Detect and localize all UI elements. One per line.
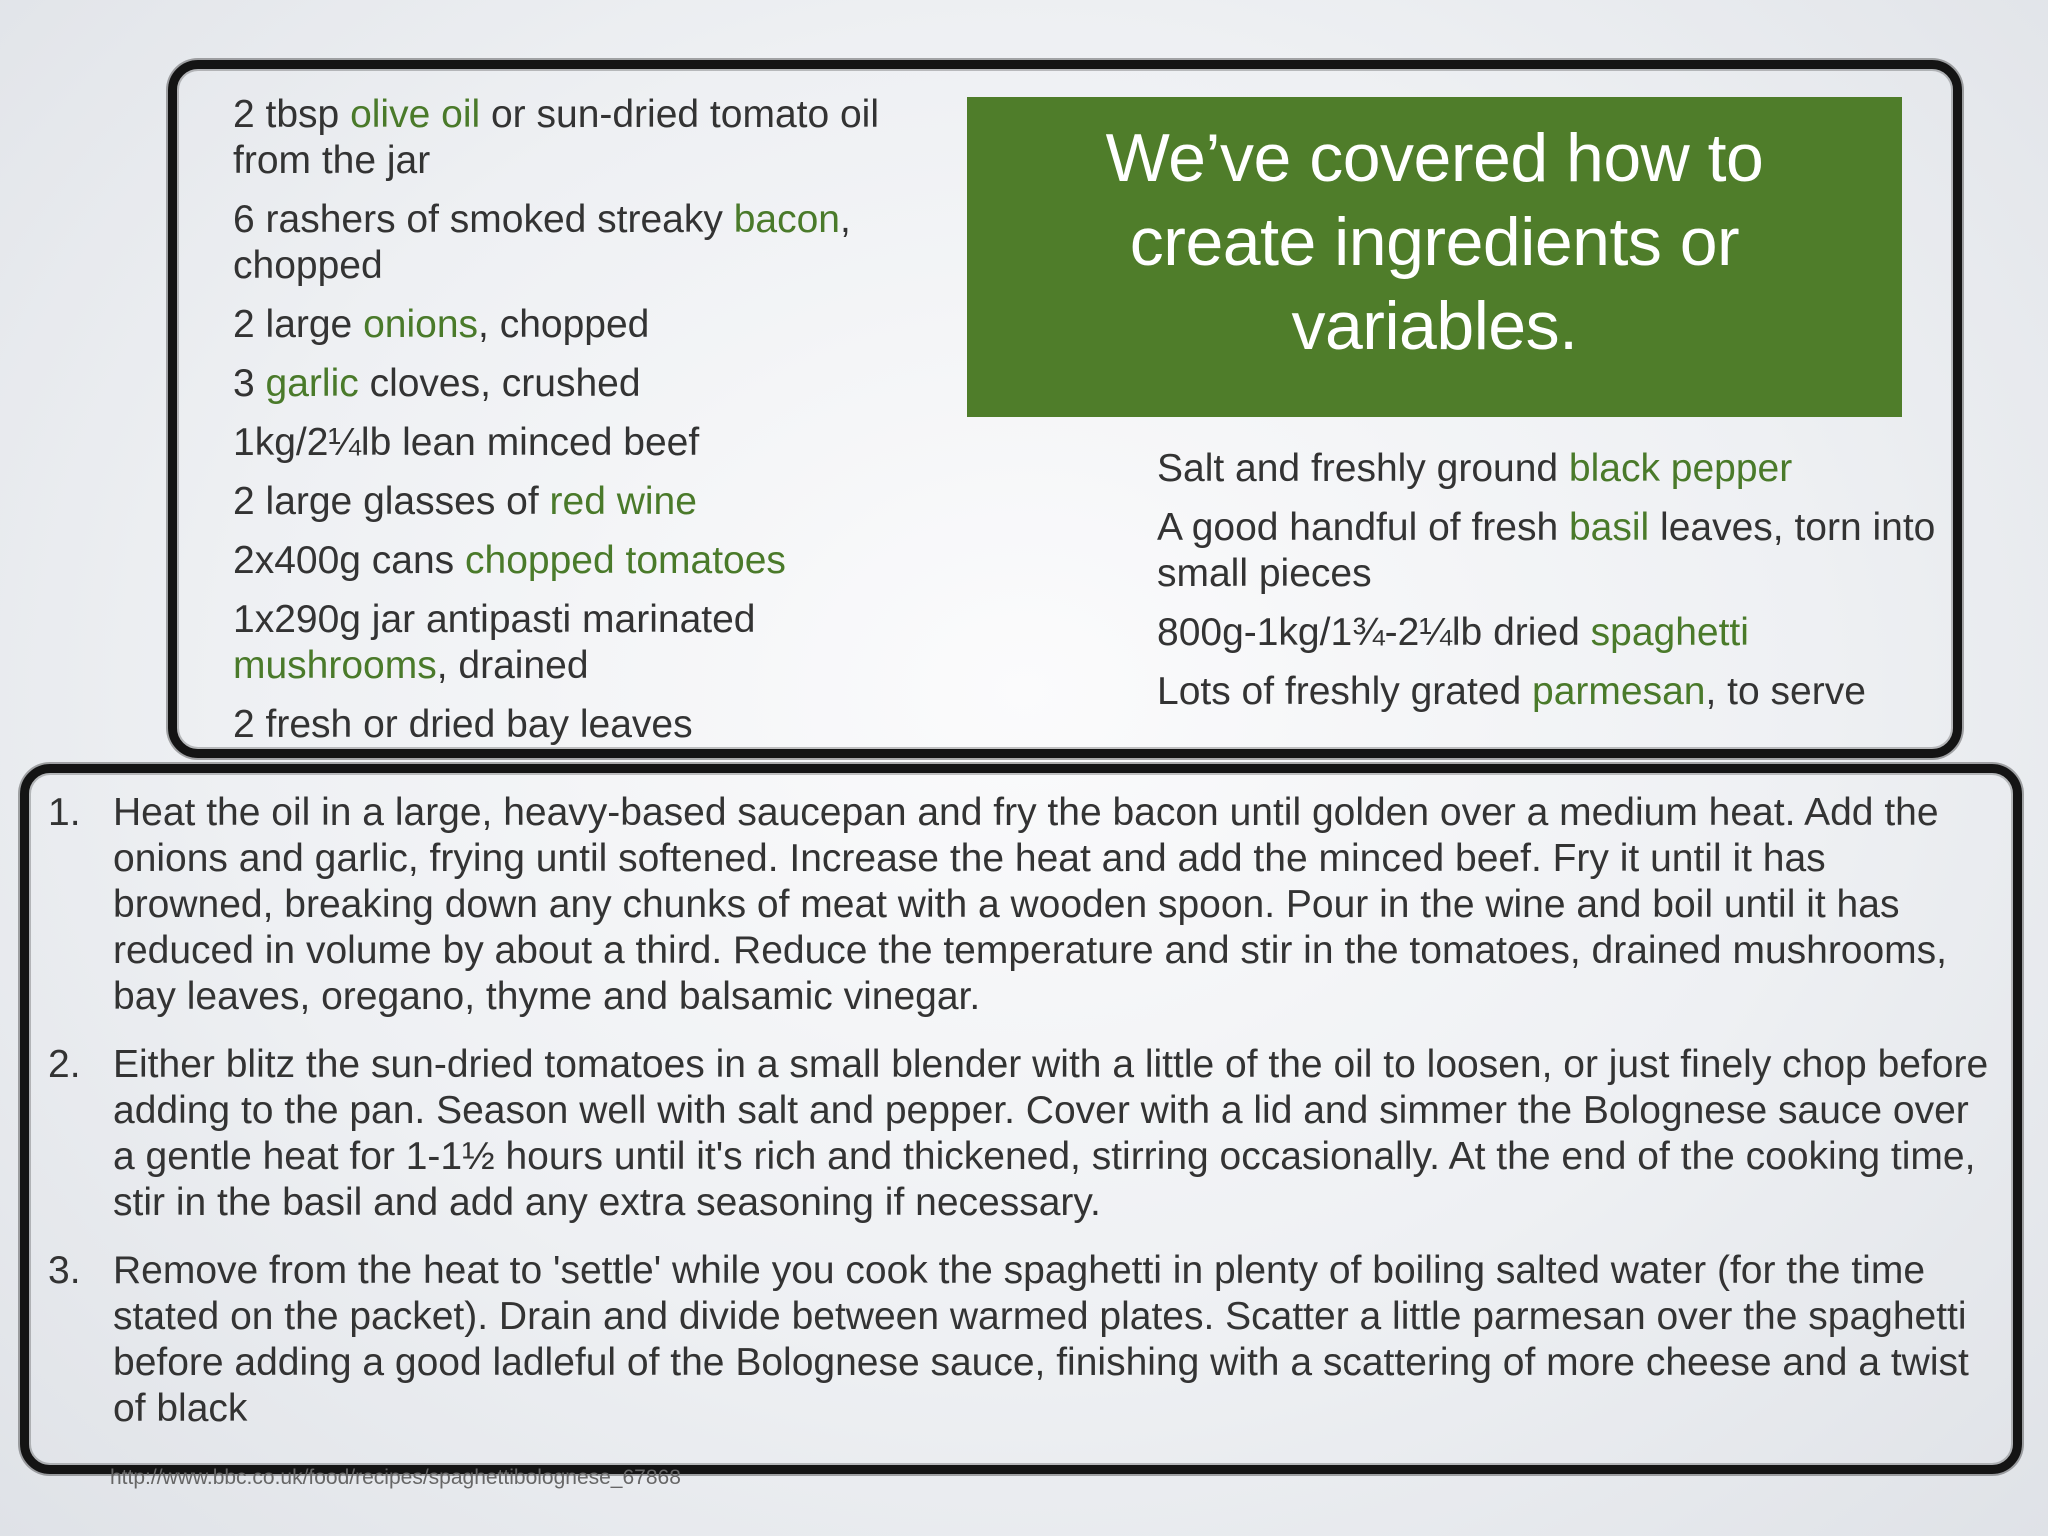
ingredient-text: cloves, crushed — [358, 362, 641, 405]
ingredient-keyword: bacon — [733, 198, 840, 241]
ingredient-keyword: red wine — [549, 480, 697, 523]
step-text: Remove from the heat to 'settle' while you cook the spaghetti in plenty of boiling salted water (for the time stated on the packet). Drain and divide between warmed plates. Scatter a little parmesan over the spaghetti before adding a good ladleful of the Bolognese sauce, finishing with a scattering of more cheese and a twist of black — [113, 1249, 1969, 1430]
ingredient-item — [1157, 446, 1937, 492]
ingredient-text: , to serve — [1705, 670, 1866, 713]
source-link[interactable]: http://www.bbc.co.uk/food/recipes/spaghettibolognese_67868 — [110, 1466, 681, 1489]
ingredient-text: 2 large — [233, 303, 364, 346]
ingredient-keyword: chopped tomatoes — [465, 539, 786, 582]
ingredient-text: 2x400g cans — [233, 539, 466, 582]
ingredient-keyword: black pepper — [1568, 447, 1793, 490]
ingredient-text: 3 — [233, 362, 266, 405]
ingredient-text: , drained — [436, 644, 589, 687]
ingredient-text: , chopped — [478, 303, 650, 346]
ingredient-keyword: parmesan — [1532, 670, 1706, 713]
ingredient-item — [233, 702, 953, 748]
ingredient-item — [1157, 505, 1937, 597]
ingredient-text: 1kg/2¼lb lean minced beef — [233, 421, 700, 464]
callout-box — [967, 97, 1902, 417]
ingredient-keyword: onions — [363, 303, 479, 346]
step-number: 3. — [48, 1249, 81, 1292]
step-number: 2. — [48, 1043, 81, 1086]
ingredient-keyword: basil — [1568, 506, 1650, 549]
ingredients-list-left — [233, 92, 953, 761]
step-number: 1. — [48, 791, 81, 834]
ingredient-text: leaves, torn into small pieces — [1157, 506, 1936, 595]
ingredient-item — [1157, 669, 1937, 715]
ingredient-text: 800g-1kg/1¾-2¼lb dried — [1157, 611, 1591, 654]
ingredient-text: Lots of freshly grated — [1157, 670, 1533, 713]
ingredient-text: 2 fresh or dried bay leaves — [233, 703, 693, 746]
method-step — [40, 1042, 1990, 1226]
ingredient-item — [233, 479, 953, 525]
method-steps — [40, 790, 1990, 1454]
ingredient-item — [233, 197, 953, 289]
ingredient-keyword: spaghetti — [1590, 611, 1749, 654]
ingredient-keyword: garlic — [265, 362, 359, 405]
step-text: Either blitz the sun-dried tomatoes in a small blender with a little of the oil to loosen, or just finely chop before adding to the pan. Season well with salt and pepper. Cover with a lid and simmer the Bolognese sauce over a gentle heat for 1-1½ hours until it's rich and thickened, stirring occasionally. At the end of the cooking time, stir in the basil and add any extra seasoning if necessary. — [113, 1043, 1989, 1224]
ingredient-text: 2 large glasses of — [233, 480, 550, 523]
ingredient-text: 1x290g jar antipasti marinated — [233, 598, 756, 641]
ingredient-keyword: mushrooms — [233, 644, 437, 687]
ingredient-item — [233, 302, 953, 348]
ingredient-item — [233, 420, 953, 466]
ingredient-item — [233, 538, 953, 584]
step-text: Heat the oil in a large, heavy-based saucepan and fry the bacon until golden over a medium heat. Add the onions and garlic, frying until softened. Increase the heat and add the minced beef. Fry it until it has browned, breaking down any chunks of meat with a wooden spoon. Pour in the wine and boil until it has reduced in volume by about a third. Reduce the temperature and stir in the tomatoes, drained mushrooms, bay leaves, oregano, thyme and balsamic vinegar. — [113, 791, 1948, 1018]
method-step — [40, 1248, 1990, 1432]
ingredient-text: or sun-dried tomato oil from the jar — [233, 93, 880, 182]
ingredient-keyword: olive oil — [350, 93, 481, 136]
ingredient-item — [233, 92, 953, 184]
ingredient-item — [1157, 610, 1937, 656]
ingredients-list-right — [1157, 446, 1937, 728]
ingredient-text: , chopped — [233, 198, 851, 287]
ingredient-text: 6 rashers of smoked streaky — [233, 198, 734, 241]
ingredient-item — [233, 361, 953, 407]
ingredient-text: A good handful of fresh — [1157, 506, 1569, 549]
callout-text: We’ve covered how to create ingredients or variables. — [1105, 120, 1764, 364]
ingredient-item — [233, 597, 953, 689]
method-step — [40, 790, 1990, 1020]
ingredient-text: Salt and freshly ground — [1157, 447, 1569, 490]
ingredient-text: 2 tbsp — [233, 93, 351, 136]
